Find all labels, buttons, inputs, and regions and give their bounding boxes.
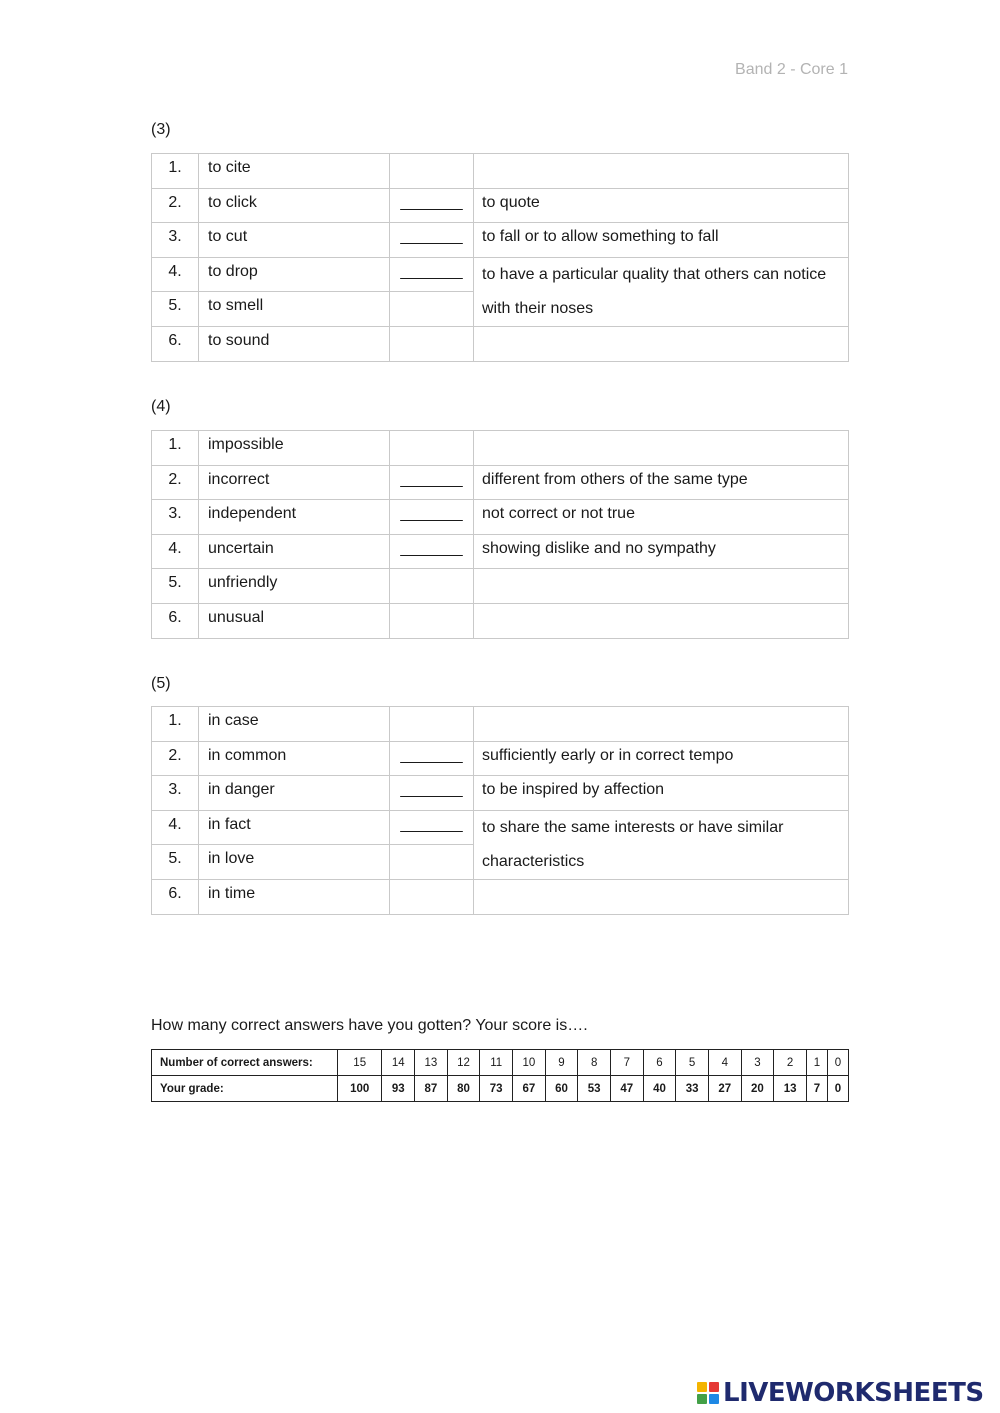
logo-square xyxy=(709,1382,719,1392)
grade-cell: 67 xyxy=(513,1076,546,1102)
grade-cell: 20 xyxy=(741,1076,774,1102)
grade-label: Your grade: xyxy=(152,1076,338,1102)
answer-count-cell: 1 xyxy=(806,1050,827,1076)
term: independent xyxy=(199,500,390,535)
term: in time xyxy=(199,879,390,914)
row-number: 1. xyxy=(152,707,199,742)
grade-cell: 33 xyxy=(676,1076,709,1102)
row-number: 4. xyxy=(152,257,199,292)
logo-text: LIVEWORKSHEETS xyxy=(723,1378,984,1408)
matching-table xyxy=(151,153,849,362)
answer-count-cell: 8 xyxy=(578,1050,611,1076)
answer-blank[interactable]: _______ xyxy=(390,223,474,258)
answer-blank[interactable]: _______ xyxy=(390,741,474,776)
answer-blank[interactable]: _______ xyxy=(390,534,474,569)
grade-cell: 60 xyxy=(545,1076,578,1102)
grade-cell: 27 xyxy=(708,1076,741,1102)
definition: to be inspired by affection xyxy=(474,776,849,811)
row-number: 5. xyxy=(152,292,199,327)
logo-square xyxy=(709,1394,719,1404)
definition: showing dislike and no sympathy xyxy=(474,534,849,569)
grade-cell: 40 xyxy=(643,1076,676,1102)
definition: to share the same interests or have similar characteristics xyxy=(474,810,849,879)
answer-count-cell: 15 xyxy=(338,1050,382,1076)
row-number: 6. xyxy=(152,879,199,914)
matching-table xyxy=(151,706,849,915)
row-number: 5. xyxy=(152,569,199,604)
term: in case xyxy=(199,707,390,742)
grade-cell: 87 xyxy=(415,1076,448,1102)
definition: to quote xyxy=(474,188,849,223)
grade-cell: 100 xyxy=(338,1076,382,1102)
answer-count-cell: 4 xyxy=(708,1050,741,1076)
term: unusual xyxy=(199,603,390,638)
section-label: (5) xyxy=(151,675,171,692)
section-label: (3) xyxy=(151,121,171,138)
row-number: 1. xyxy=(152,154,199,189)
term: impossible xyxy=(199,431,390,466)
grade-cell: 13 xyxy=(774,1076,807,1102)
answer-count-cell: 7 xyxy=(610,1050,643,1076)
term: in fact xyxy=(199,810,390,845)
matching-table xyxy=(151,430,849,639)
grade-cell: 73 xyxy=(480,1076,513,1102)
row-number: 2. xyxy=(152,188,199,223)
answer-count-cell: 13 xyxy=(415,1050,448,1076)
answer-count-cell: 3 xyxy=(741,1050,774,1076)
grade-cell: 7 xyxy=(806,1076,827,1102)
answer-blank[interactable]: _______ xyxy=(390,257,474,292)
answers-label: Number of correct answers: xyxy=(152,1050,338,1076)
answer-count-cell: 10 xyxy=(513,1050,546,1076)
answer-count-cell: 9 xyxy=(545,1050,578,1076)
answer-blank[interactable]: _______ xyxy=(390,465,474,500)
logo-square xyxy=(697,1394,707,1404)
definition: to fall or to allow something to fall xyxy=(474,223,849,258)
definition: to have a particular quality that others can notice with their noses xyxy=(474,257,849,326)
definition: different from others of the same type xyxy=(474,465,849,500)
row-number: 2. xyxy=(152,465,199,500)
answer-count-cell: 5 xyxy=(676,1050,709,1076)
section-label: (4) xyxy=(151,398,171,415)
definition: sufficiently early or in correct tempo xyxy=(474,741,849,776)
grade-cell: 93 xyxy=(382,1076,415,1102)
term: to click xyxy=(199,188,390,223)
term: in love xyxy=(199,845,390,880)
grade-cell: 53 xyxy=(578,1076,611,1102)
row-number: 6. xyxy=(152,603,199,638)
term: to drop xyxy=(199,257,390,292)
term: to smell xyxy=(199,292,390,327)
row-number: 1. xyxy=(152,431,199,466)
row-number: 2. xyxy=(152,741,199,776)
answer-blank[interactable]: _______ xyxy=(390,500,474,535)
term: to sound xyxy=(199,326,390,361)
answer-count-cell: 11 xyxy=(480,1050,513,1076)
answer-blank[interactable]: _______ xyxy=(390,810,474,845)
term: unfriendly xyxy=(199,569,390,604)
row-number: 4. xyxy=(152,810,199,845)
answer-count-cell: 12 xyxy=(447,1050,480,1076)
term: to cite xyxy=(199,154,390,189)
answer-blank[interactable]: _______ xyxy=(390,188,474,223)
row-number: 3. xyxy=(152,776,199,811)
answer-count-cell: 0 xyxy=(827,1050,848,1076)
answer-count-cell: 2 xyxy=(774,1050,807,1076)
logo-mark-icon xyxy=(697,1382,719,1404)
score-question: How many correct answers have you gotten? Your score is…. xyxy=(151,1017,588,1034)
header-label: Band 2 - Core 1 xyxy=(735,61,848,78)
logo-square xyxy=(697,1382,707,1392)
term: uncertain xyxy=(199,534,390,569)
answer-count-cell: 6 xyxy=(643,1050,676,1076)
row-number: 5. xyxy=(152,845,199,880)
term: to cut xyxy=(199,223,390,258)
answer-count-cell: 14 xyxy=(382,1050,415,1076)
term: incorrect xyxy=(199,465,390,500)
liveworksheets-logo xyxy=(697,1378,984,1408)
row-number: 4. xyxy=(152,534,199,569)
grade-cell: 80 xyxy=(447,1076,480,1102)
term: in danger xyxy=(199,776,390,811)
grade-cell: 47 xyxy=(610,1076,643,1102)
score-table xyxy=(151,1049,849,1102)
grade-cell: 0 xyxy=(827,1076,848,1102)
answer-blank[interactable]: _______ xyxy=(390,776,474,811)
definition: not correct or not true xyxy=(474,500,849,535)
row-number: 3. xyxy=(152,223,199,258)
row-number: 3. xyxy=(152,500,199,535)
term: in common xyxy=(199,741,390,776)
row-number: 6. xyxy=(152,326,199,361)
